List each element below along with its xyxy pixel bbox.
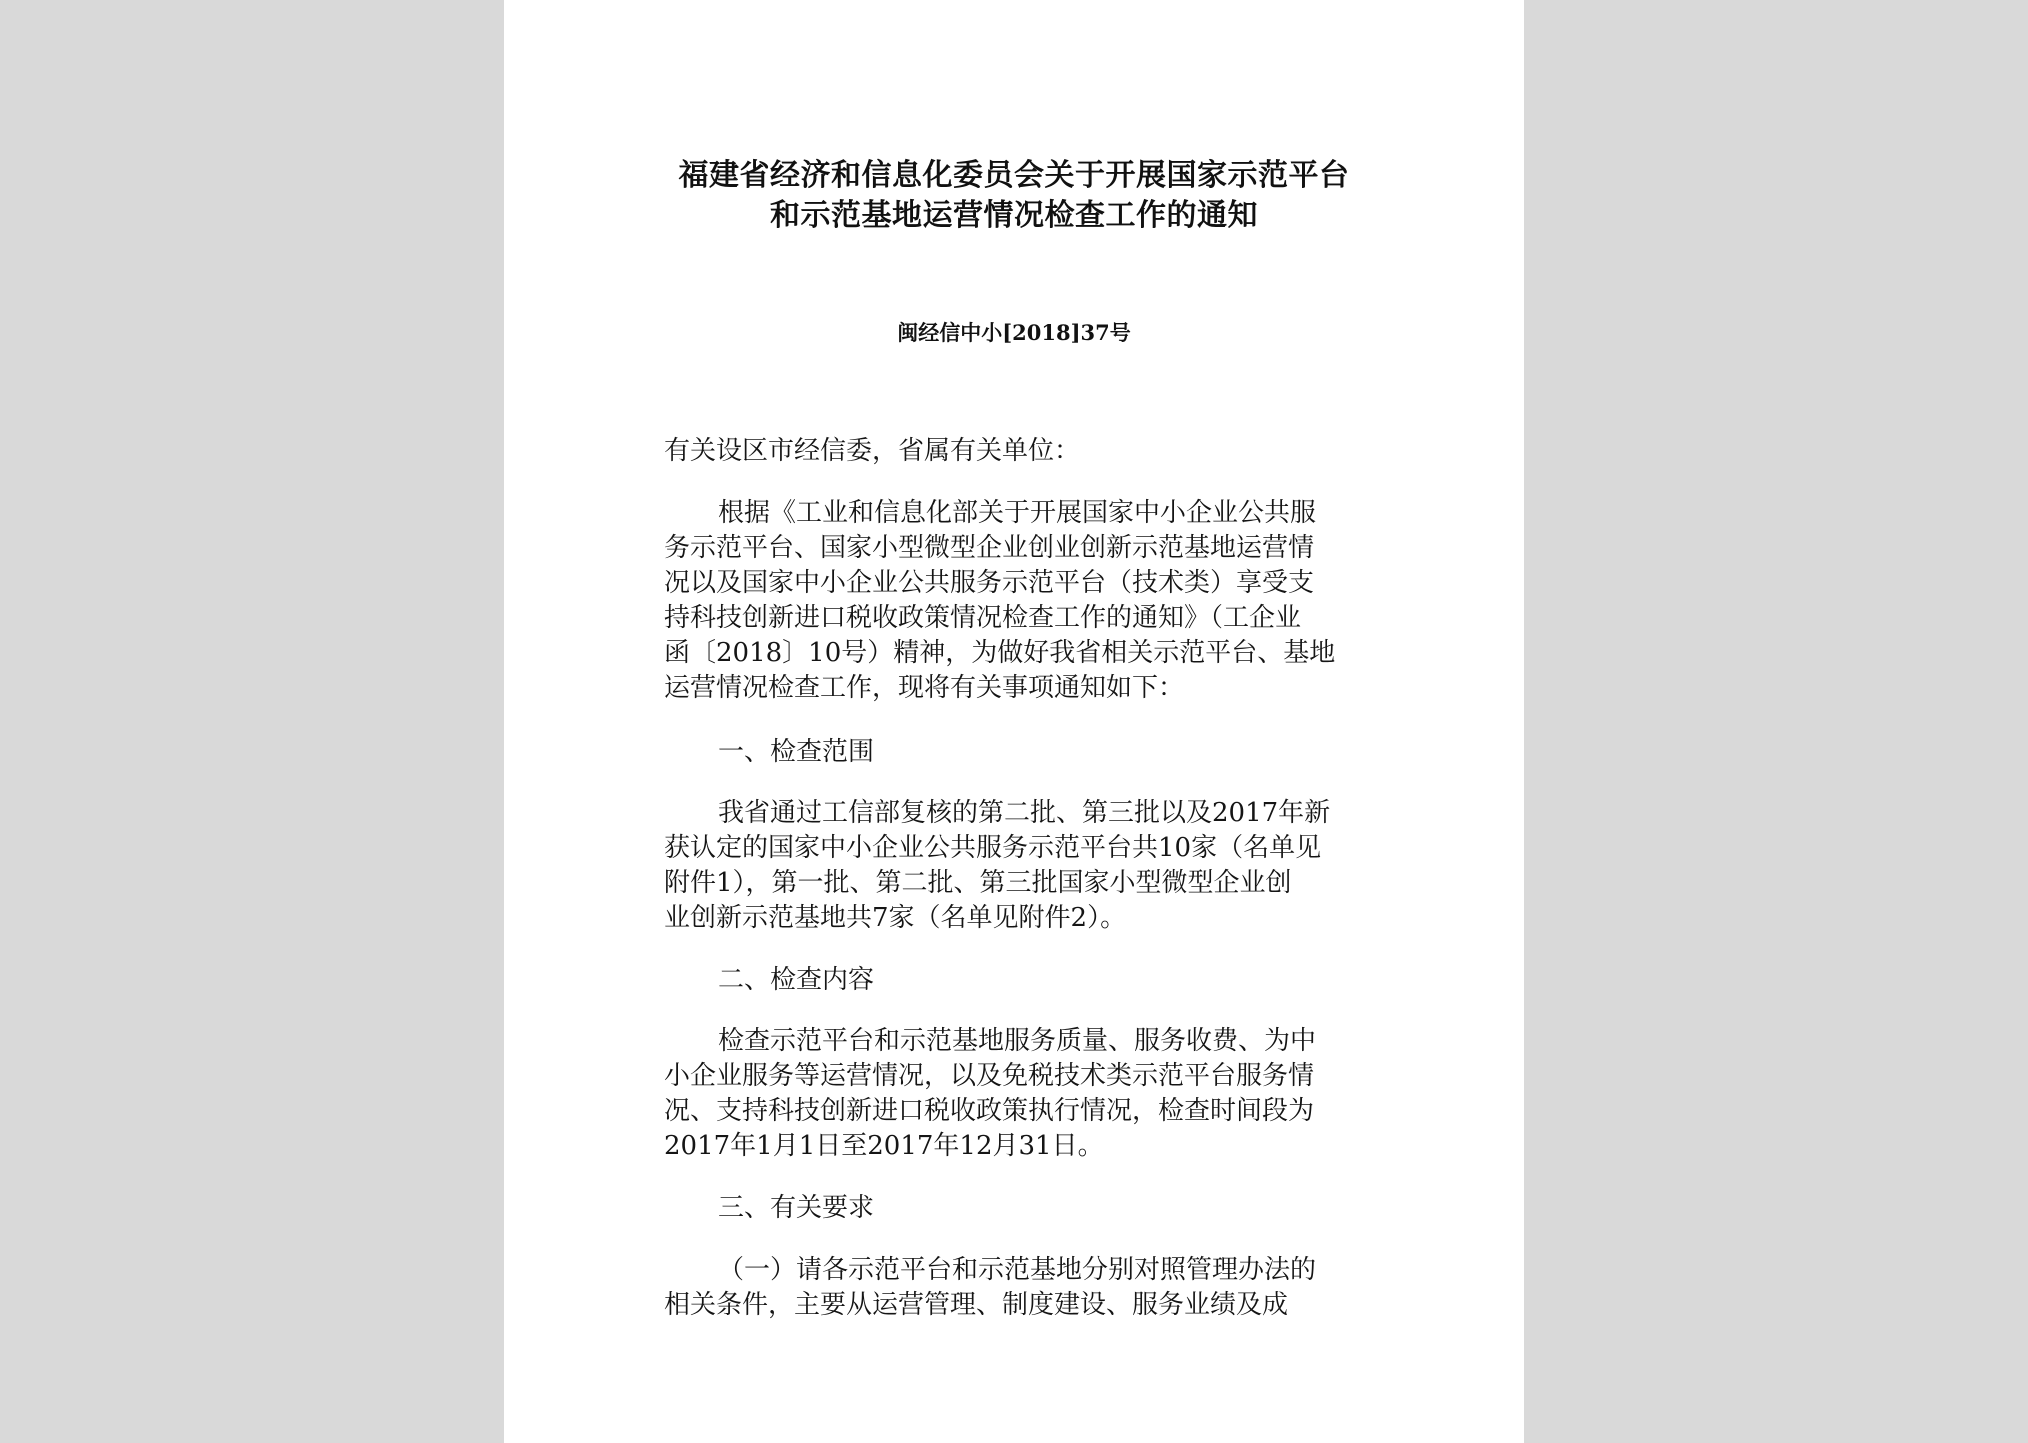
- document-title-line-1: 福建省经济和信息化委员会关于开展国家示范平台: [678, 158, 1350, 193]
- document-page: [504, 0, 1524, 1443]
- paragraph-line: 获认定的国家中小企业公共服务示范平台共10家（名单见: [664, 833, 1322, 863]
- document-title-line-2: 和示范基地运营情况检查工作的通知: [770, 198, 1258, 233]
- paragraph-line: 附件1），第一批、第二批、第三批国家小型微型企业创: [664, 868, 1292, 898]
- paragraph-line: 运营情况检查工作，现将有关事项通知如下：: [664, 673, 1185, 703]
- paragraph-line: 相关条件，主要从运营管理、制度建设、服务业绩及成: [664, 1290, 1289, 1320]
- paragraph-line: 根据《工业和信息化部关于开展国家中小企业公共服: [718, 498, 1317, 528]
- paragraph-line: 我省通过工信部复核的第二批、第三批以及2017年新: [718, 798, 1331, 828]
- paragraph-line: 务示范平台、国家小型微型企业创业创新示范基地运营情: [664, 533, 1315, 563]
- section-heading: 三、有关要求: [718, 1193, 875, 1223]
- section-heading: 一、检查范围: [718, 737, 875, 767]
- paragraph-line: （一）请各示范平台和示范基地分别对照管理办法的: [718, 1255, 1317, 1285]
- paragraph-line: 况以及国家中小企业公共服务示范平台（技术类）享受支: [664, 568, 1315, 598]
- paragraph-line: 况、支持科技创新进口税收政策执行情况，检查时间段为: [664, 1096, 1315, 1126]
- paragraph-line: 持科技创新进口税收政策情况检查工作的通知》（工企业: [664, 603, 1302, 633]
- paragraph-line: 小企业服务等运营情况，以及免税技术类示范平台服务情: [664, 1061, 1315, 1091]
- section-heading: 二、检查内容: [718, 965, 875, 995]
- paragraph-line: 业创新示范基地共7家（名单见附件2）。: [664, 903, 1127, 933]
- document-number: 闽经信中小[2018]37号: [897, 320, 1131, 345]
- paragraph-line: 检查示范平台和示范基地服务质量、服务收费、为中: [718, 1026, 1317, 1056]
- salutation: 有关设区市经信委，省属有关单位：: [664, 436, 1081, 466]
- paragraph-line: 2017年1月1日至2017年12月31日。: [664, 1131, 1104, 1161]
- paragraph-line: 函〔2018〕10号）精神，为做好我省相关示范平台、基地: [664, 638, 1336, 668]
